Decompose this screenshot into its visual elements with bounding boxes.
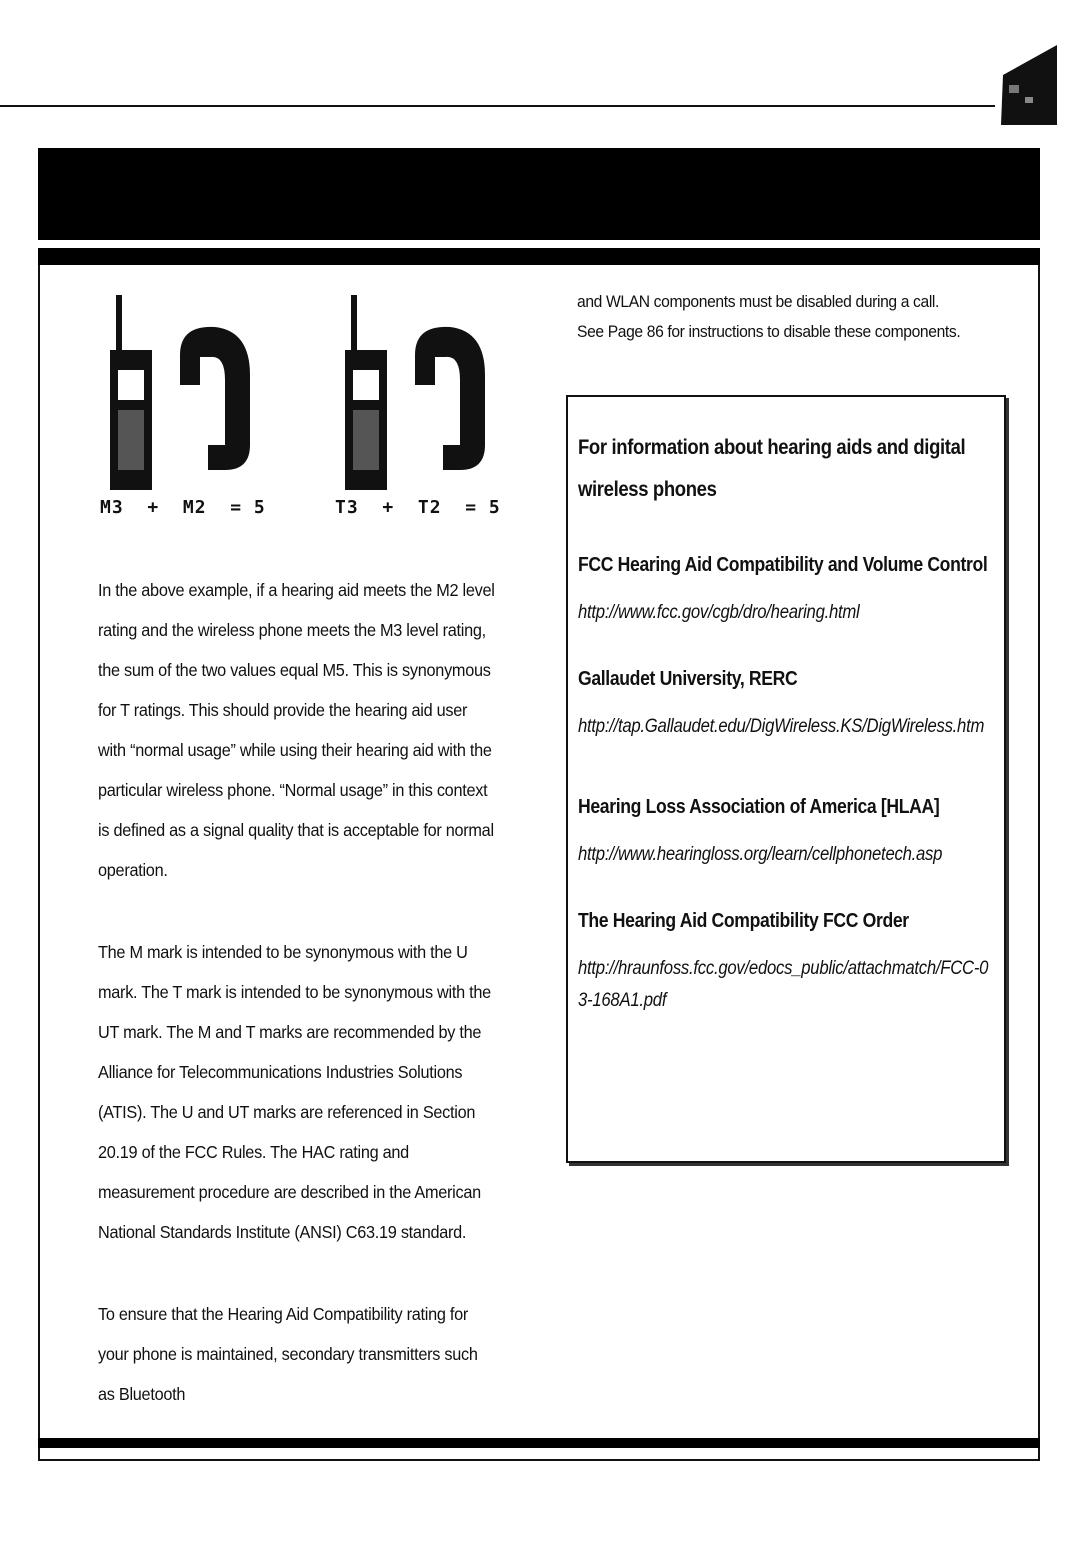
resource-name-gallaudet: Gallaudet University, RERC [578, 668, 798, 690]
corner-logo-icon [995, 45, 1057, 125]
right-column-continuation [577, 287, 982, 347]
hearing-aid-icon [100, 295, 300, 495]
top-rule [0, 105, 995, 107]
figure-caption: M3 + M2 = 5 [100, 497, 266, 518]
resource-link-fcc-order[interactable]: http://hraunfoss.fcc.gov/edocs_public/attachmatch/FCC-03-168A1.pdf [578, 958, 989, 1011]
resources-box [566, 395, 1006, 1163]
continuation-line: and WLAN components must be disabled during a call. [577, 292, 940, 311]
resource-link-gallaudet[interactable]: http://tap.Gallaudet.edu/DigWireless.KS/DigWireless.htm [578, 716, 985, 737]
resource-name-fcc-hac: FCC Hearing Aid Compatibility and Volume Control [578, 554, 988, 576]
page-reference: See Page 86 for instructions to disable these components. [577, 322, 961, 341]
resource-link-hlaa[interactable]: http://www.hearingloss.org/learn/cellphonetech.asp [578, 844, 943, 865]
resource-link-fcc-hac[interactable]: http://www.fcc.gov/cgb/dro/hearing.html [578, 602, 860, 623]
paragraph-secondary-transmitters: To ensure that the Hearing Aid Compatibility rating for your phone is maintained, secondary transmitters such as Bluetooth [98, 1304, 478, 1404]
hac-figure-t-rating [335, 295, 535, 525]
hearing-aid-icon [335, 295, 535, 495]
hac-figure-m-rating [100, 295, 300, 525]
resource-name-fcc-order: The Hearing Aid Compatibility FCC Order [578, 910, 909, 932]
resource-name-hlaa: Hearing Loss Association of America [HLAA] [578, 796, 940, 818]
paragraph-marks: The M mark is intended to be synonymous with the U mark. The T mark is intended to be synonymous with the UT mark. The M and T marks are recommended by the Alliance for Telecommunications Industries Solutions (ATIS). The U and UT marks are referenced in Section 20.19 of the FCC Rules. The HAC rating and measurement procedure are described in the American National Standards Institute (ANSI) C63.19 standard. [98, 942, 491, 1242]
left-column-text [98, 570, 498, 1456]
paragraph-example: In the above example, if a hearing aid meets the M2 level rating and the wireless phone meets the M3 level rating, the sum of the two values equal M5. This is synonymous for T ratings. This should provide the hearing aid user with “normal usage” while using their hearing aid with the particular wireless phone. “Normal usage” in this context is defined as a signal quality that is acceptable for normal operation. [98, 580, 495, 880]
figure-caption: T3 + T2 = 5 [335, 497, 501, 518]
header-divider [38, 240, 1040, 248]
resources-box-title: For information about hearing aids and digital wireless phones [578, 436, 966, 501]
